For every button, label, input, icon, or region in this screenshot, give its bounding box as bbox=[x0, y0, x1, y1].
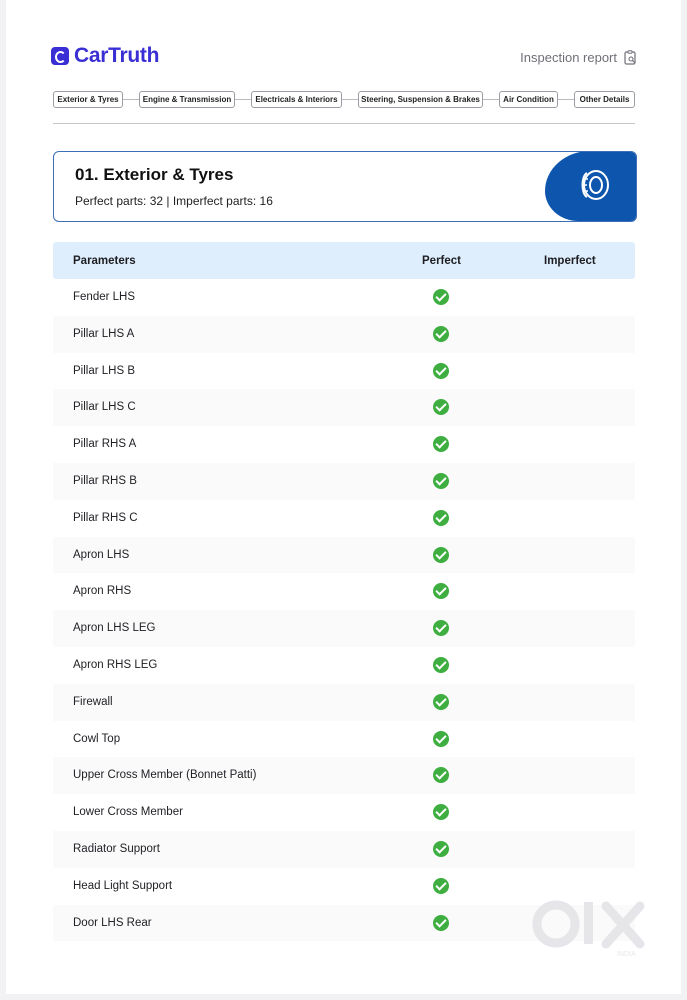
tab-steering-suspension-brakes[interactable]: Steering, Suspension & Brakes bbox=[358, 91, 483, 108]
cartruth-logo-icon bbox=[51, 47, 69, 65]
section-tabs bbox=[53, 91, 635, 108]
parameter-name: Lower Cross Member bbox=[73, 806, 183, 819]
parameter-name: Apron RHS LEG bbox=[73, 658, 158, 671]
parameter-name: Pillar LHS A bbox=[73, 327, 135, 340]
table-row bbox=[53, 279, 635, 316]
header bbox=[51, 44, 637, 72]
check-circle-icon bbox=[433, 583, 449, 599]
section-title: 01. Exterior & Tyres bbox=[75, 165, 234, 184]
table-row bbox=[53, 573, 635, 610]
parameter-name: Pillar RHS A bbox=[73, 438, 137, 451]
watermark-caption: INDIA bbox=[617, 951, 636, 958]
table-row bbox=[53, 794, 635, 831]
check-circle-icon bbox=[433, 620, 449, 636]
check-circle-icon bbox=[433, 657, 449, 673]
parameter-name: Head Light Support bbox=[73, 879, 173, 892]
tyre-icon bbox=[577, 169, 611, 201]
clipboard-search-icon bbox=[624, 50, 637, 65]
check-circle-icon bbox=[433, 326, 449, 342]
table-row bbox=[53, 831, 635, 868]
parameter-name: Pillar RHS B bbox=[73, 474, 137, 487]
tab-other-details[interactable]: Other Details bbox=[574, 91, 635, 108]
section-badge bbox=[545, 151, 637, 221]
parameter-name: Apron LHS LEG bbox=[73, 622, 156, 635]
check-circle-icon bbox=[433, 436, 449, 452]
check-circle-icon bbox=[433, 547, 449, 563]
parameter-name: Firewall bbox=[73, 695, 113, 708]
table-body bbox=[53, 279, 635, 941]
check-circle-icon bbox=[433, 878, 449, 894]
table-row bbox=[53, 389, 635, 426]
check-circle-icon bbox=[433, 289, 449, 305]
table-row bbox=[53, 316, 635, 353]
brand-logo[interactable] bbox=[51, 44, 159, 68]
table-row bbox=[53, 721, 635, 758]
parts-summary: Perfect parts: 32 | Imperfect parts: 16 bbox=[75, 194, 273, 208]
tab-air-condition[interactable]: Air Condition bbox=[499, 91, 558, 108]
table-header bbox=[53, 242, 635, 279]
parameter-name: Upper Cross Member (Bonnet Patti) bbox=[73, 769, 257, 782]
column-header-parameters: Parameters bbox=[73, 255, 136, 267]
check-circle-icon bbox=[433, 399, 449, 415]
check-circle-icon bbox=[433, 804, 449, 820]
check-circle-icon bbox=[433, 731, 449, 747]
parameter-name: Pillar LHS B bbox=[73, 364, 135, 377]
table-row bbox=[53, 684, 635, 721]
tab-exterior-tyres[interactable]: Exterior & Tyres bbox=[53, 91, 123, 108]
olx-watermark-icon bbox=[532, 896, 658, 958]
parameter-name: Apron RHS bbox=[73, 585, 132, 598]
check-circle-icon bbox=[433, 841, 449, 857]
section-summary-card bbox=[53, 151, 637, 222]
tab-engine-transmission[interactable]: Engine & Transmission bbox=[139, 91, 235, 108]
parameter-name: Door LHS Rear bbox=[73, 916, 152, 929]
parameter-name: Pillar LHS C bbox=[73, 401, 136, 414]
parameter-name: Cowl Top bbox=[73, 732, 121, 745]
table-row bbox=[53, 757, 635, 794]
parameter-name: Apron LHS bbox=[73, 548, 130, 561]
tab-electricals-interiors[interactable]: Electricals & Interiors bbox=[251, 91, 342, 108]
check-circle-icon bbox=[433, 915, 449, 931]
check-circle-icon bbox=[433, 363, 449, 379]
parameter-name: Fender LHS bbox=[73, 291, 136, 303]
check-circle-icon bbox=[433, 694, 449, 710]
check-circle-icon bbox=[433, 473, 449, 489]
table-row bbox=[53, 463, 635, 500]
table-row bbox=[53, 647, 635, 684]
header-divider bbox=[53, 123, 635, 124]
table-row bbox=[53, 426, 635, 463]
column-header-imperfect: Imperfect bbox=[544, 255, 596, 267]
report-page bbox=[6, 0, 681, 994]
parameter-name: Radiator Support bbox=[73, 842, 160, 855]
column-header-perfect: Perfect bbox=[422, 255, 461, 267]
table-row bbox=[53, 500, 635, 537]
table-row bbox=[53, 537, 635, 574]
check-circle-icon bbox=[433, 510, 449, 526]
parameters-table bbox=[53, 242, 635, 941]
brand-name: CarTruth bbox=[74, 44, 160, 67]
table-row bbox=[53, 610, 635, 647]
report-title: Inspection report bbox=[520, 50, 617, 65]
table-row bbox=[53, 353, 635, 390]
check-circle-icon bbox=[433, 767, 449, 783]
inspection-report-label bbox=[520, 50, 637, 65]
parameter-name: Pillar RHS C bbox=[73, 511, 138, 524]
